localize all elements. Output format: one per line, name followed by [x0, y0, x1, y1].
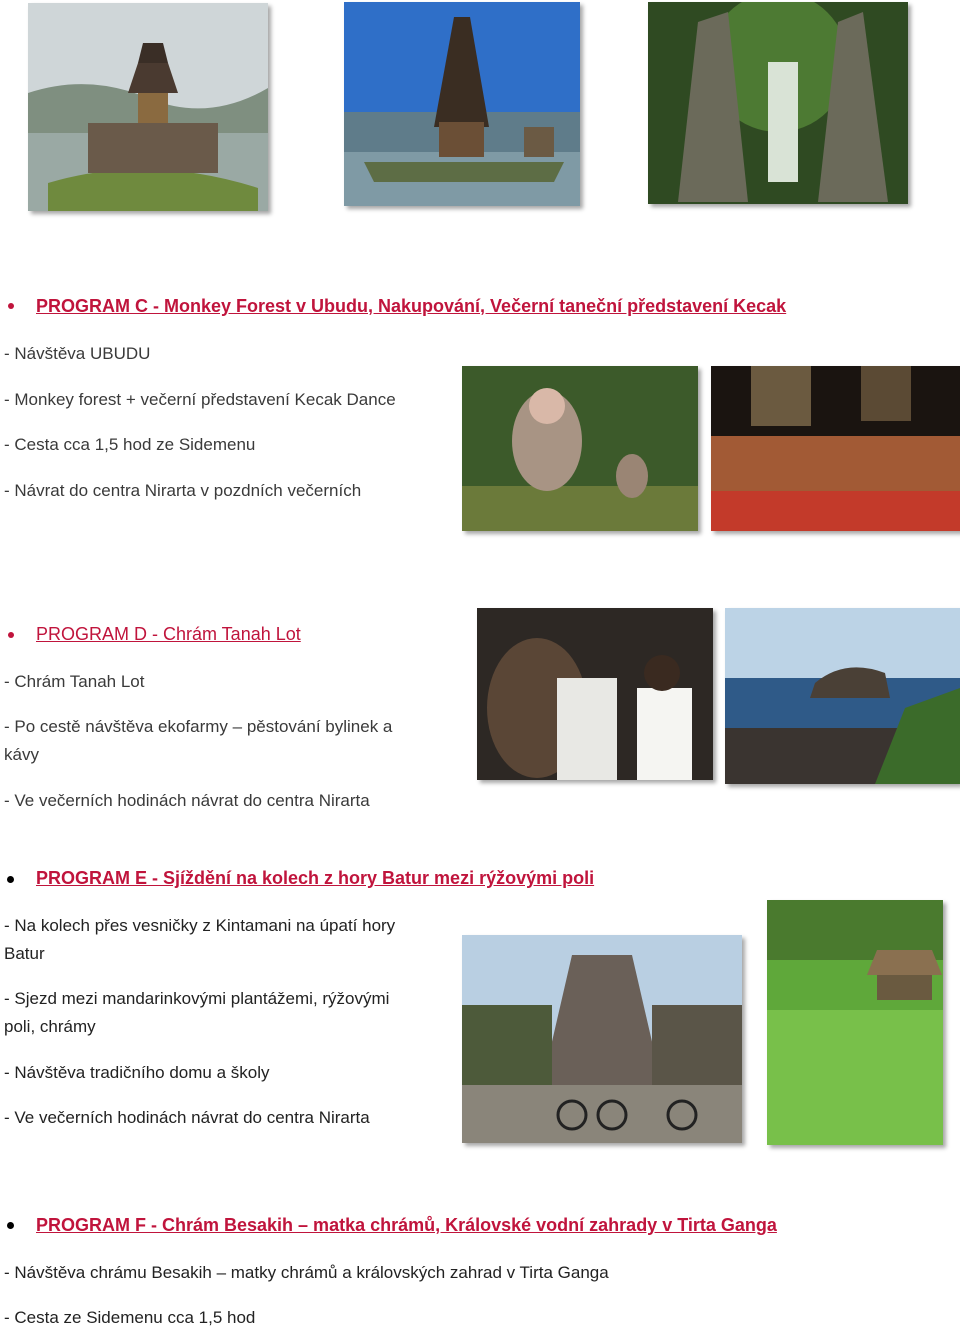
photo-jungle-gate — [648, 2, 908, 204]
program-c-line-1: - Návštěva UBUDU — [4, 344, 151, 363]
photo-monkeys — [462, 366, 698, 531]
photo-rice-field — [767, 900, 943, 1145]
program-d-heading: PROGRAM D - Chrám Tanah Lot — [36, 624, 301, 644]
photo-kecak-dance — [711, 366, 960, 531]
program-e-line-3: - Sjezd mezi mandarinkovými plantážemi, rýžovými — [4, 989, 390, 1008]
program-c-line-4: - Návrat do centra Nirarta v pozdních večerních — [4, 481, 362, 500]
bullet-program-c — [8, 303, 14, 309]
photo-cyclists-temple — [462, 935, 742, 1143]
program-e-line-4: poli, chrámy — [4, 1017, 96, 1036]
bullet-program-f — [7, 1222, 14, 1229]
program-d-line-4: - Ve večerních hodinách návrat do centra Nirarta — [4, 791, 370, 810]
program-e-line-1: - Na kolech přes vesničky z Kintamani na úpatí hory — [4, 916, 396, 935]
program-d-line-1: - Chrám Tanah Lot — [4, 672, 145, 691]
program-f-heading: PROGRAM F - Chrám Besakih – matka chrámů, Královské vodní zahrady v Tirta Ganga — [36, 1215, 777, 1235]
program-c-line-2: - Monkey forest + večerní představení Kecak Dance — [4, 390, 396, 409]
program-e-heading: PROGRAM E - Sjíždění na kolech z hory Batur mezi rýžovými poli — [36, 868, 595, 888]
bullet-program-d — [8, 632, 14, 638]
photo-tanah-lot — [725, 608, 960, 784]
program-d-line-3: kávy — [4, 745, 39, 764]
program-d-line-2: - Po cestě návštěva ekofarmy – pěstování bylinek a — [4, 717, 393, 736]
photo-ceremony — [477, 608, 713, 780]
program-f-line-2: - Cesta ze Sidemenu cca 1,5 hod — [4, 1308, 256, 1327]
photo-lake-temple-2 — [344, 2, 580, 206]
program-e-line-6: - Ve večerních hodinách návrat do centra Nirarta — [4, 1108, 370, 1127]
bullet-program-e — [7, 876, 14, 883]
program-f-line-1: - Návštěva chrámu Besakih – matky chrámů a královských zahrad v Tirta Ganga — [4, 1263, 609, 1282]
program-e-line-2: Batur — [4, 944, 45, 963]
program-e-line-5: - Návštěva tradičního domu a školy — [4, 1063, 270, 1082]
program-c-heading: PROGRAM C - Monkey Forest v Ubudu, Nakupování, Večerní taneční představení Kecak — [36, 296, 787, 316]
photo-lake-temple-1 — [28, 3, 268, 211]
program-c-line-3: - Cesta cca 1,5 hod ze Sidemenu — [4, 435, 256, 454]
